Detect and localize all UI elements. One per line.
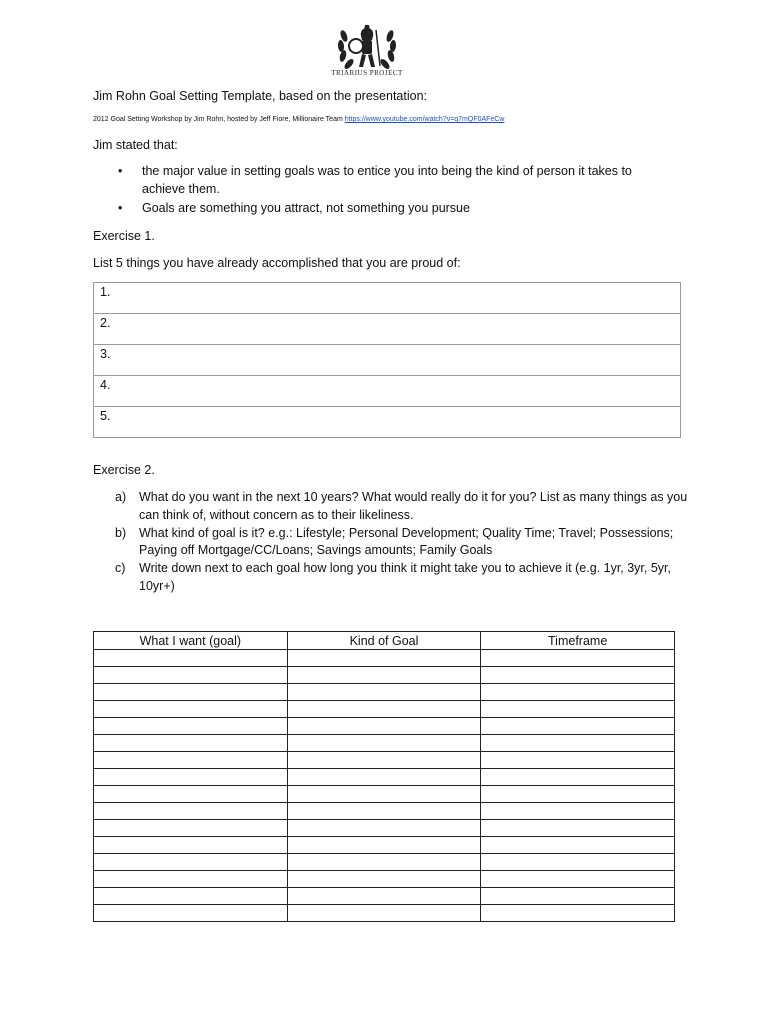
table-cell[interactable] [481,871,675,888]
table-row [94,786,675,803]
table-cell[interactable] [481,905,675,922]
table-cell[interactable] [287,871,481,888]
goals-table [93,631,675,922]
table-row [94,820,675,837]
table-row [94,650,675,667]
table-cell[interactable] [481,769,675,786]
bullet-item [93,199,673,217]
table-row [94,701,675,718]
table-cell[interactable] [481,854,675,871]
bullet-item [93,162,673,198]
table-cell[interactable] [287,888,481,905]
table-row [94,837,675,854]
table-cell[interactable] [481,650,675,667]
accomplishment-row[interactable]: 4. [94,376,681,407]
exercise2-item [93,525,693,560]
logo-text: TRIARIUS PROJECT [331,69,403,77]
table-cell[interactable] [287,650,481,667]
table-row [94,888,675,905]
page-title: Jim Rohn Goal Setting Template, based on the presentation: [93,89,428,103]
table-row [94,803,675,820]
table-cell[interactable] [481,820,675,837]
table-cell[interactable] [481,735,675,752]
exercise2-item [93,560,693,595]
item-marker: b) [115,525,127,540]
table-cell[interactable] [94,769,288,786]
source-link[interactable]: https://www.youtube.com/watch?v=q7mQF0AFeCw [344,116,505,123]
exercise2-list [93,489,693,596]
table-cell[interactable] [94,905,288,922]
table-cell[interactable] [94,650,288,667]
table-cell[interactable] [287,701,481,718]
table-cell[interactable] [94,684,288,701]
table-row [94,735,675,752]
table-row [94,905,675,922]
item-text: What do you want in the next 10 years? What would really do it for you? List as many things as you can think of, without concern as to their likeliness. [139,490,688,522]
table-cell[interactable] [94,803,288,820]
source-line [93,115,504,125]
table-cell[interactable] [94,752,288,769]
table-cell[interactable] [287,854,481,871]
table-cell[interactable] [481,837,675,854]
table-cell[interactable] [481,786,675,803]
table-cell[interactable] [94,735,288,752]
goal-column-header: What I want (goal) [94,632,288,650]
table-cell[interactable] [481,684,675,701]
item-marker: a) [115,490,127,504]
accomplishment-row[interactable]: 1. [94,283,681,314]
table-cell[interactable] [94,871,288,888]
item-marker: c) [115,561,126,575]
table-cell[interactable] [287,837,481,854]
table-cell[interactable] [481,718,675,735]
table-cell[interactable] [287,752,481,769]
table-cell[interactable] [481,667,675,684]
table-cell[interactable] [287,769,481,786]
table-cell[interactable] [481,803,675,820]
goals-table-body [94,650,675,922]
source-text: 2012 Goal Setting Workshop by Jim Rohn, hosted by Jeff Fiore, Millionaire Team [93,116,343,123]
bullet-text: Goals are something you attract, not something you pursue [142,201,470,215]
table-cell[interactable] [94,786,288,803]
exercise2-item [93,489,693,524]
table-cell[interactable] [287,905,481,922]
table-row [94,667,675,684]
item-text: Write down next to each goal how long you think it might take you to achieve it (e.g. 1yr, 3yr, 5yr, 10yr+) [139,561,672,593]
table-cell[interactable] [94,888,288,905]
kind-column-header: Kind of Goal [287,632,481,650]
exercise1-prompt: List 5 things you have already accomplished that you are proud of: [93,256,461,270]
table-cell[interactable] [94,667,288,684]
exercise1-heading: Exercise 1. [93,229,155,243]
table-cell[interactable] [94,837,288,854]
accomplishment-row[interactable]: 3. [94,345,681,376]
bullet-list [93,162,673,218]
item-text: What kind of goal is it? e.g.: Lifestyle; Personal Development; Quality Time; Travel; Possessions; Paying off Mortgage/CC/Loans; Savings amounts; Family Goals [139,525,674,557]
table-cell[interactable] [287,820,481,837]
table-cell[interactable] [287,803,481,820]
table-row [94,769,675,786]
table-cell[interactable] [94,820,288,837]
accomplishment-row[interactable]: 2. [94,314,681,345]
table-cell[interactable] [481,888,675,905]
table-row [94,684,675,701]
table-cell[interactable] [287,718,481,735]
table-row [94,718,675,735]
intro-text: Jim stated that: [93,138,178,152]
table-row [94,752,675,769]
table-row [94,871,675,888]
bullet-icon: • [118,201,123,215]
table-cell[interactable] [287,786,481,803]
table-cell[interactable] [481,752,675,769]
table-cell[interactable] [94,718,288,735]
table-cell[interactable] [287,667,481,684]
exercise2-heading: Exercise 2. [93,463,155,477]
table-cell[interactable] [94,701,288,718]
bullet-text: the major value in setting goals was to entice you into being the kind of person it takes to achieve them. [142,164,632,196]
table-cell[interactable] [287,735,481,752]
table-cell[interactable] [481,701,675,718]
timeframe-column-header: Timeframe [481,632,675,650]
bullet-icon: • [118,164,123,178]
accomplishments-table [93,282,681,438]
table-cell[interactable] [94,854,288,871]
accomplishment-row[interactable]: 5. [94,407,681,438]
table-row [94,854,675,871]
table-cell[interactable] [287,684,481,701]
